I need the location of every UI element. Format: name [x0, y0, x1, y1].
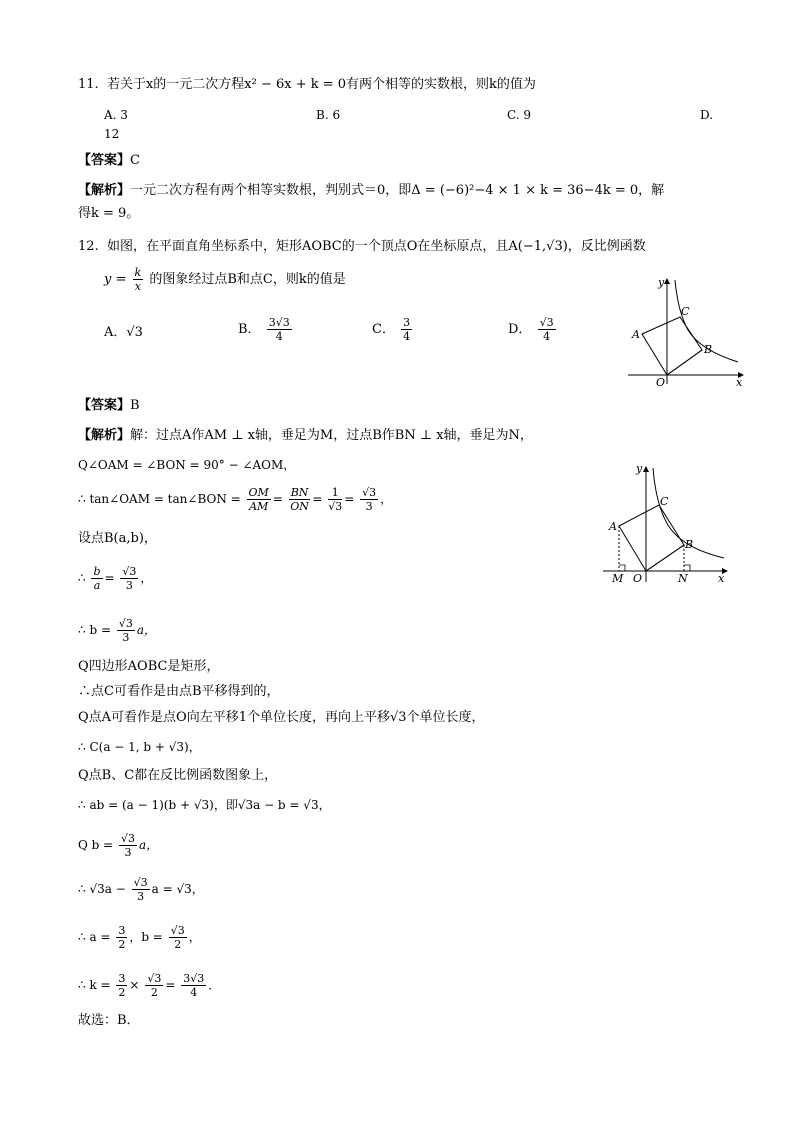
- tan-f3-num: 1: [328, 486, 342, 500]
- ab-a-den: 2: [118, 938, 126, 951]
- q12-number: 12.: [78, 239, 99, 254]
- b2-den: 3: [124, 846, 132, 859]
- k-times: ×: [129, 978, 140, 992]
- ba-rhs-frac: [120, 565, 138, 592]
- label-y: y: [658, 276, 665, 289]
- tan-f4-num: √3: [362, 486, 377, 499]
- answer-value: B: [130, 398, 140, 413]
- option-c-fraction: [401, 316, 412, 343]
- tan-f3-den: √3: [328, 500, 343, 513]
- q12-analysis-final: 故选：B．: [78, 1013, 140, 1028]
- k-f3-den: 4: [190, 986, 198, 999]
- segment-ob: [667, 350, 702, 375]
- tan-frac-2: [289, 486, 311, 513]
- tan-f4-den: 3: [365, 500, 373, 513]
- q11-option-a: A. 3: [104, 108, 128, 122]
- q12-stem-1: [78, 238, 646, 256]
- q12-option-a: [104, 324, 143, 342]
- label-x: x: [718, 572, 725, 585]
- ba-prefix: ∴: [78, 571, 86, 585]
- analysis-text: 解：过点A作AM ⊥ x轴，垂足为M，过点B作BN ⊥ x轴，垂足为N，: [130, 428, 533, 443]
- ab-a-num: 3: [118, 924, 126, 937]
- label-a: A: [632, 328, 640, 341]
- ab-b-frac: [169, 924, 187, 951]
- q11-stem-text: 若关于x的一元二次方程x² − 6x + k = 0有两个相等的实数根，则k的值为: [106, 77, 536, 92]
- answer-label: 【答案】: [78, 153, 131, 168]
- y-axis-arrow: [664, 278, 670, 284]
- option-d-label: D．: [508, 322, 532, 337]
- option-a-value: √3: [126, 325, 143, 340]
- q11-analysis-1: [78, 182, 664, 200]
- k-frac-1: [116, 972, 127, 999]
- tan-f2-num: BN: [290, 486, 309, 499]
- label-a: A: [609, 520, 617, 533]
- eq-den: 3: [137, 890, 145, 903]
- b1-prefix: ∴ b =: [78, 623, 111, 637]
- ba-num: b: [93, 565, 101, 578]
- q12-analysis-9: ∴ ab = (a − 1)(b + √3)，即√3a − b = √3，: [78, 798, 331, 812]
- q12-math-eq: [78, 876, 204, 903]
- tan-frac-3: [328, 486, 342, 513]
- ba-den: a: [93, 579, 101, 592]
- k-eq: =: [165, 978, 176, 992]
- q12-math-k: [78, 972, 220, 999]
- k-prefix: ∴ k =: [78, 978, 111, 992]
- b2-num: √3: [121, 832, 136, 845]
- k-f3-num: 3√3: [183, 972, 205, 985]
- answer-value: C: [130, 153, 140, 168]
- analysis-label: 【解析】: [78, 183, 131, 198]
- ab-suffix: ，: [188, 930, 201, 944]
- func-fraction: [133, 266, 144, 293]
- q12-math-b2: [78, 832, 158, 859]
- q11-stem: [78, 76, 536, 94]
- option-d-num: √3: [539, 316, 554, 329]
- ab-prefix: ∴ a =: [78, 930, 111, 944]
- label-c: C: [681, 305, 690, 318]
- right-angle-n: [684, 565, 690, 571]
- option-b-den: 4: [275, 330, 283, 343]
- k-suffix: ．: [208, 978, 221, 992]
- label-b: B: [704, 343, 713, 356]
- label-m: M: [612, 572, 624, 585]
- b2-frac: [119, 832, 137, 859]
- b2-prefix: Q b =: [78, 838, 114, 852]
- q12-math-tan: ∴ tan∠OAM = tan∠BON = $\frac{OM}{AM}$ = $\frac{BN}{ON}$ = $\frac{1}{√3}$ = $\frac{√3}{3}$ ，: [78, 486, 393, 513]
- ab-b-num: √3: [170, 924, 185, 937]
- b1-frac: [117, 617, 135, 644]
- q12-figure-1: [620, 272, 748, 390]
- label-n: N: [678, 572, 688, 585]
- q11-option-d: D.: [700, 108, 714, 122]
- q12-analysis-3: 设点B(a,b)，: [78, 531, 157, 546]
- eq-frac: [132, 876, 150, 903]
- ba-suffix: ，: [140, 571, 153, 585]
- tan-prefix: ∴ tan∠OAM = tan∠BON =: [78, 492, 241, 506]
- q11-option-b: B. 6: [316, 108, 341, 122]
- q11-answer: [78, 152, 140, 170]
- q12-math-b1: [78, 617, 156, 644]
- q11-option-c: C. 9: [507, 108, 532, 122]
- ab-mid: ，b =: [129, 930, 163, 944]
- q12-stem-2: [104, 266, 346, 293]
- label-y: y: [636, 462, 643, 475]
- q12-math-ab: [78, 924, 201, 951]
- eq-prefix: ∴ √3a −: [78, 882, 126, 896]
- right-angle-m: [619, 565, 625, 571]
- y-axis-arrow: [643, 466, 649, 472]
- k-f2-num: √3: [147, 972, 162, 985]
- q12-math-ba: [78, 565, 152, 592]
- segment-ob: [646, 545, 684, 571]
- q12-analysis-2: Q∠OAM = ∠BON = 90° − ∠AOM，: [78, 458, 296, 472]
- eq-suffix: a = √3，: [151, 882, 204, 896]
- tan-f1-den: AM: [249, 500, 269, 513]
- q12-analysis-6: Q点A可看作是点O向左平移1个单位长度，再向上平移√3个单位长度，: [78, 710, 485, 725]
- rectangle-aobc: [619, 505, 684, 571]
- q12-option-b: [238, 316, 294, 343]
- q11-analysis-2: 得k = 9。: [78, 206, 140, 221]
- q12-analysis-8: Q点B、C都在反比例函数图象上，: [78, 768, 278, 783]
- q12-answer: [78, 397, 140, 415]
- option-b-fraction: [267, 316, 292, 343]
- q12-option-d: [508, 316, 558, 343]
- option-b-label: B．: [238, 322, 261, 337]
- label-c: C: [660, 495, 669, 508]
- tan-f2-den: ON: [290, 500, 309, 513]
- option-c-label: C．: [372, 322, 395, 337]
- k-f2-den: 2: [150, 986, 158, 999]
- label-b: B: [685, 538, 694, 551]
- eq-num: √3: [133, 876, 148, 889]
- ab-a-frac: [116, 924, 127, 951]
- q12-stem-text: 如图，在平面直角坐标系中，矩形AOBC的一个顶点O在坐标原点，且A(−1,√3)，反比例函数: [106, 239, 646, 254]
- ba-eq: =: [104, 571, 115, 585]
- tan-f1-num: OM: [248, 486, 269, 499]
- k-f1-den: 2: [118, 986, 126, 999]
- ba-rhs-num: √3: [122, 565, 137, 578]
- answer-label: 【答案】: [78, 398, 131, 413]
- option-a-label: A．: [104, 325, 127, 340]
- q12-analysis-7: ∴ C(a − 1, b + √3)，: [78, 740, 201, 754]
- label-x: x: [736, 376, 743, 389]
- b2-suffix: a，: [139, 838, 159, 852]
- b1-num: √3: [118, 617, 133, 630]
- q12-analysis-4: Q四边形AOBC是矩形，: [78, 659, 220, 674]
- b1-suffix: a，: [136, 623, 156, 637]
- analysis-label: 【解析】: [78, 428, 131, 443]
- label-o: O: [656, 376, 666, 389]
- q12-option-c: [372, 316, 414, 343]
- q12-analysis-1: [78, 427, 533, 445]
- analysis-text: 一元二次方程有两个相等实数根，判别式＝0，即Δ = (−6)²−4 × 1 × k = 36−4k = 0，解: [130, 183, 665, 198]
- func-num: k: [134, 266, 142, 279]
- ba-rhs-den: 3: [125, 579, 133, 592]
- q11-number: 11.: [78, 77, 99, 92]
- ba-frac: [91, 565, 102, 592]
- label-o: O: [633, 572, 643, 585]
- q11-option-d-value: 12: [104, 127, 120, 141]
- tan-frac-4: [360, 486, 378, 513]
- option-d-fraction: [538, 316, 556, 343]
- option-c-den: 4: [403, 330, 411, 343]
- k-frac-2: [145, 972, 163, 999]
- q12-figure-2: [598, 460, 736, 590]
- option-b-num: 3√3: [268, 316, 290, 329]
- option-c-num: 3: [403, 316, 411, 329]
- ab-b-den: 2: [174, 938, 182, 951]
- rectangle-aobc: [642, 317, 702, 375]
- func-den: x: [134, 280, 141, 293]
- k-f1-num: 3: [118, 972, 126, 985]
- tan-suffix: ，: [380, 492, 393, 506]
- func-y: y =: [104, 272, 127, 287]
- option-d-den: 4: [543, 330, 551, 343]
- b1-den: 3: [122, 631, 130, 644]
- q12-stem-text-2: 的图象经过点B和点C，则k的值是: [149, 272, 346, 287]
- q12-analysis-5: ∴点C可看作是由点B平移得到的，: [78, 684, 280, 699]
- k-frac-3: [181, 972, 206, 999]
- tan-frac-1: [247, 486, 271, 513]
